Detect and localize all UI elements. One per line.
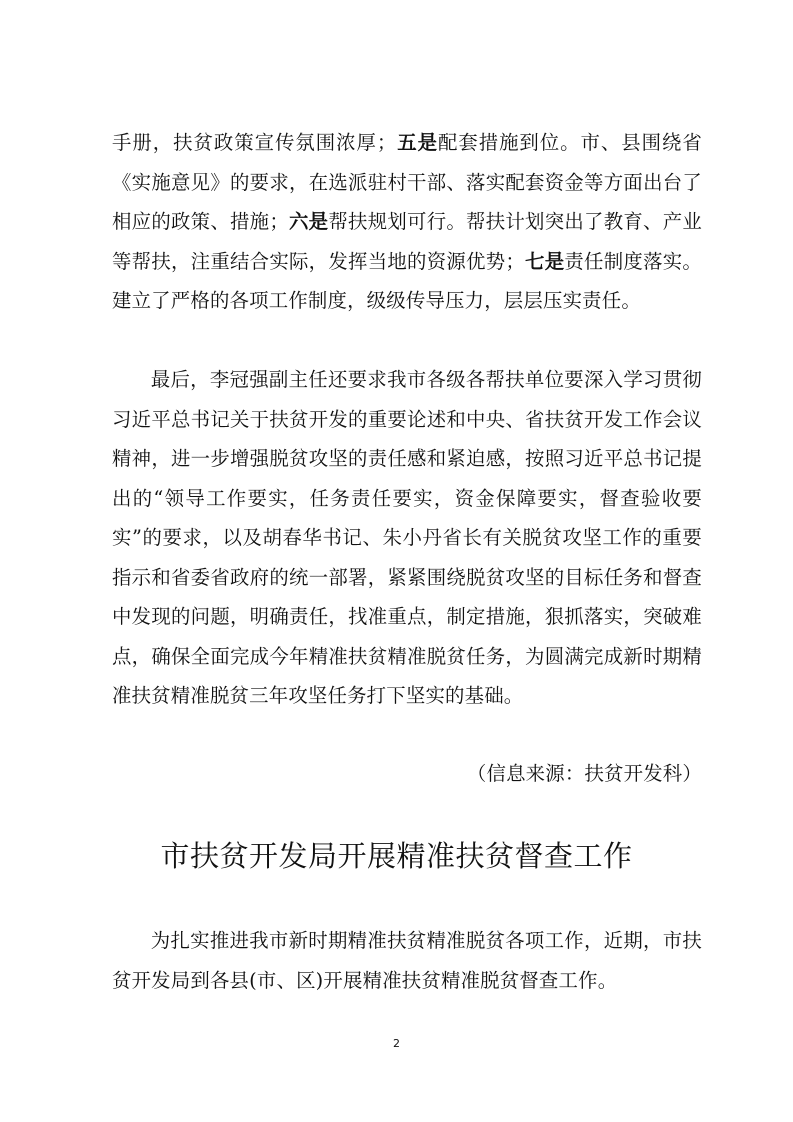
bold-marker-six: 六是 [288,210,329,233]
article1-continued-paragraph [112,123,702,321]
text-segment: 帮扶规划可行。帮扶计划突出了教育、产业等帮扶，注重结合实际，发挥当地的资源优势； [112,210,702,273]
bold-marker-five: 五是 [396,131,438,154]
text-segment: 责任制度落实。建立了严格的各项工作制度，级级传导压力，层层压实责任。 [112,249,702,312]
paragraph-final: 最后，李冠强副主任还要求我市各级各帮扶单位要深入学习贯彻习近平总书记关于扶贫开发的重要论述和中央、省扶贫开发工作会议精神，进一步增强脱贫攻坚的责任感和紧迫感，按照习近平总书记提出的“领导工作要实，任务责任要实，资金保障要实，督查验收要实”的要求，以及胡春华书记、朱小丹省长有关脱贫攻坚工作的重要指示和省委省政府的统一部署，紧紧围绕脱贫攻坚的目标任务和督查中发现的问题，明确责任，找准重点，制定措施，狠抓落实，突破难点，确保全面完成今年精准扶贫精准脱贫任务，为圆满完成新时期精准扶贫精准脱贫三年攻坚任务打下坚实的基础。 [112,368,702,707]
article-title: 市扶贫开发局开展精准扶贫督查工作 [160,839,633,873]
page-number: 2 [393,1037,400,1050]
text-segment: 手册，扶贫政策宣传氛围浓厚； [112,131,397,154]
paragraph-continuation [112,123,702,321]
bold-marker-seven: 七是 [524,249,565,273]
text-segment: 配套措施到位。市、县围绕省《实施意见》的要求，在选派驻村干部、落实配套资金等方面出台了相应的政策、措施； [112,131,702,233]
article2-intro-paragraph [112,921,702,1000]
info-source: （信息来源：扶贫开发科） [466,762,702,785]
article1-final-paragraph [112,360,702,716]
paragraph-intro: 为扎实推进我市新时期精准扶贫精准脱贫各项工作，近期，市扶贫开发局到各县(市、区)开展精准扶贫精准脱贫督查工作。 [112,929,702,992]
